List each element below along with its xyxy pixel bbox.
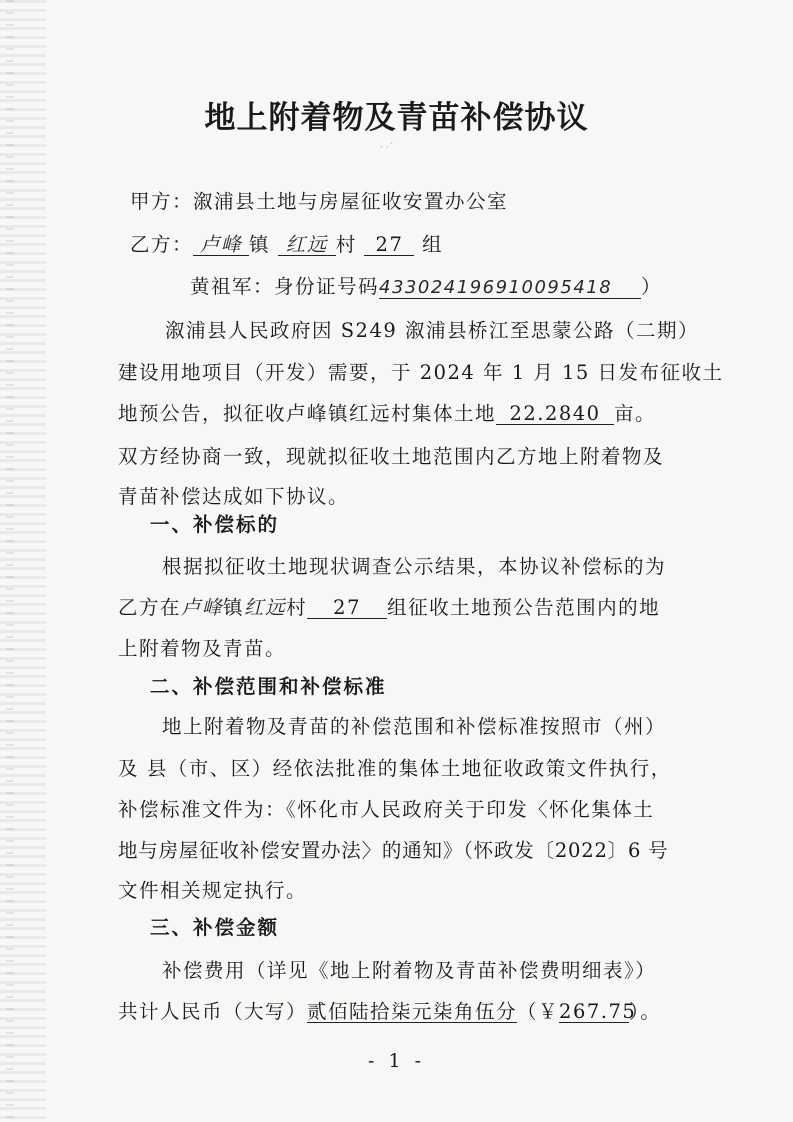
section-2-line-4: 地与房屋征收补偿安置办法〉的通知》（怀政发〔2022〕6 号 <box>118 839 669 862</box>
section-1-line-2b: 镇 <box>223 596 245 619</box>
intro-line-3 <box>118 398 656 426</box>
section-3-line-2c: ）。 <box>629 1000 662 1023</box>
party-b-village-suffix: 村 <box>335 233 357 256</box>
section-1-town: 卢峰 <box>181 596 224 619</box>
section-3-heading: 三、补偿金额 <box>150 916 280 939</box>
section-2-line-1: 地上附着物及青苗的补偿范围和补偿标准按照市（州） <box>162 715 667 738</box>
section-1-line-3: 上附着物及青苗。 <box>118 637 287 660</box>
party-b-group-suffix: 组 <box>422 233 444 256</box>
section-1-line-2a: 乙方在 <box>118 596 182 619</box>
section-2-line-5: 文件相关规定执行。 <box>118 879 308 902</box>
party-b-id-label: 身份证号码 <box>274 275 380 298</box>
intro-line-4: 双方经协商一致，现就拟征收土地范围内乙方地上附着物及 <box>118 445 665 468</box>
intro-line-3b: 亩。 <box>614 402 657 425</box>
section-1-line-1: 根据拟征收土地现状调查公示结果，本协议补偿标的为 <box>162 555 667 578</box>
party-b-town: 卢峰 <box>193 235 249 256</box>
party-b-town-suffix: 镇 <box>249 233 271 256</box>
section-1-line-2d: 组征收土地预公告范围内的地 <box>387 596 661 619</box>
intro-area: 22.2840 <box>496 404 614 425</box>
section-1-line-2 <box>118 592 660 620</box>
section-3-amount-number: 267.75 <box>559 1000 637 1023</box>
section-3-line-2a: 共计人民币（大写） <box>118 1000 308 1023</box>
section-2-line-3: 补偿标准文件为：《怀化市人民政府关于印发〈怀化集体土 <box>118 798 655 821</box>
party-b-village: 红远 <box>278 235 336 256</box>
party-a-name: 溆浦县土地与房屋征收安置办公室 <box>193 190 509 213</box>
intro-line-3a: 地预公告，拟征收卢峰镇红远村集体土地 <box>118 402 497 425</box>
intro-line-2: 建设用地项目（开发）需要，于 2024 年 1 月 15 日发布征收土 <box>118 361 724 384</box>
party-b-person-name: 黄祖军： <box>190 275 275 298</box>
section-2-line-2: 及 县（市、区）经依法批准的集体土地征收政策文件执行， <box>118 757 672 780</box>
party-b-id-line <box>190 271 662 299</box>
party-a-label: 甲方： <box>130 190 194 213</box>
section-1-line-2c: 村 <box>286 596 308 619</box>
party-b-id-number: 433024196910095418 <box>379 279 641 299</box>
party-b-label: 乙方： <box>130 233 194 256</box>
intro-line-5: 青苗补偿达成如下协议。 <box>118 485 350 508</box>
party-b-line <box>130 229 443 257</box>
section-1-group: 27 <box>307 598 387 619</box>
intro-line-1: 溆浦县人民政府因 S249 溆浦县桥江至思蒙公路（二期） <box>165 319 699 342</box>
page-number: - 1 - <box>367 1050 425 1072</box>
section-2-heading: 二、补偿范围和补偿标准 <box>150 675 387 698</box>
section-3-line-2b: （￥ <box>517 1000 560 1023</box>
party-b-group: 27 <box>364 235 414 256</box>
scan-specks: · ·ˊ <box>380 143 394 153</box>
document-title: 地上附着物及青苗补偿协议 <box>204 100 589 136</box>
section-3-line-1: 补偿费用（详见《地上附着物及青苗补偿费明细表》） <box>162 959 657 982</box>
section-3-amount-words: 贰佰陆拾柒元柒角伍分 <box>307 1000 518 1023</box>
section-1-heading: 一、补偿标的 <box>150 513 280 536</box>
section-3-line-2 <box>118 996 661 1024</box>
party-b-id-close: ） <box>641 275 663 298</box>
section-1-village: 红远 <box>244 596 287 619</box>
scan-edge-artifact <box>0 0 46 1122</box>
party-a-line <box>130 186 508 214</box>
